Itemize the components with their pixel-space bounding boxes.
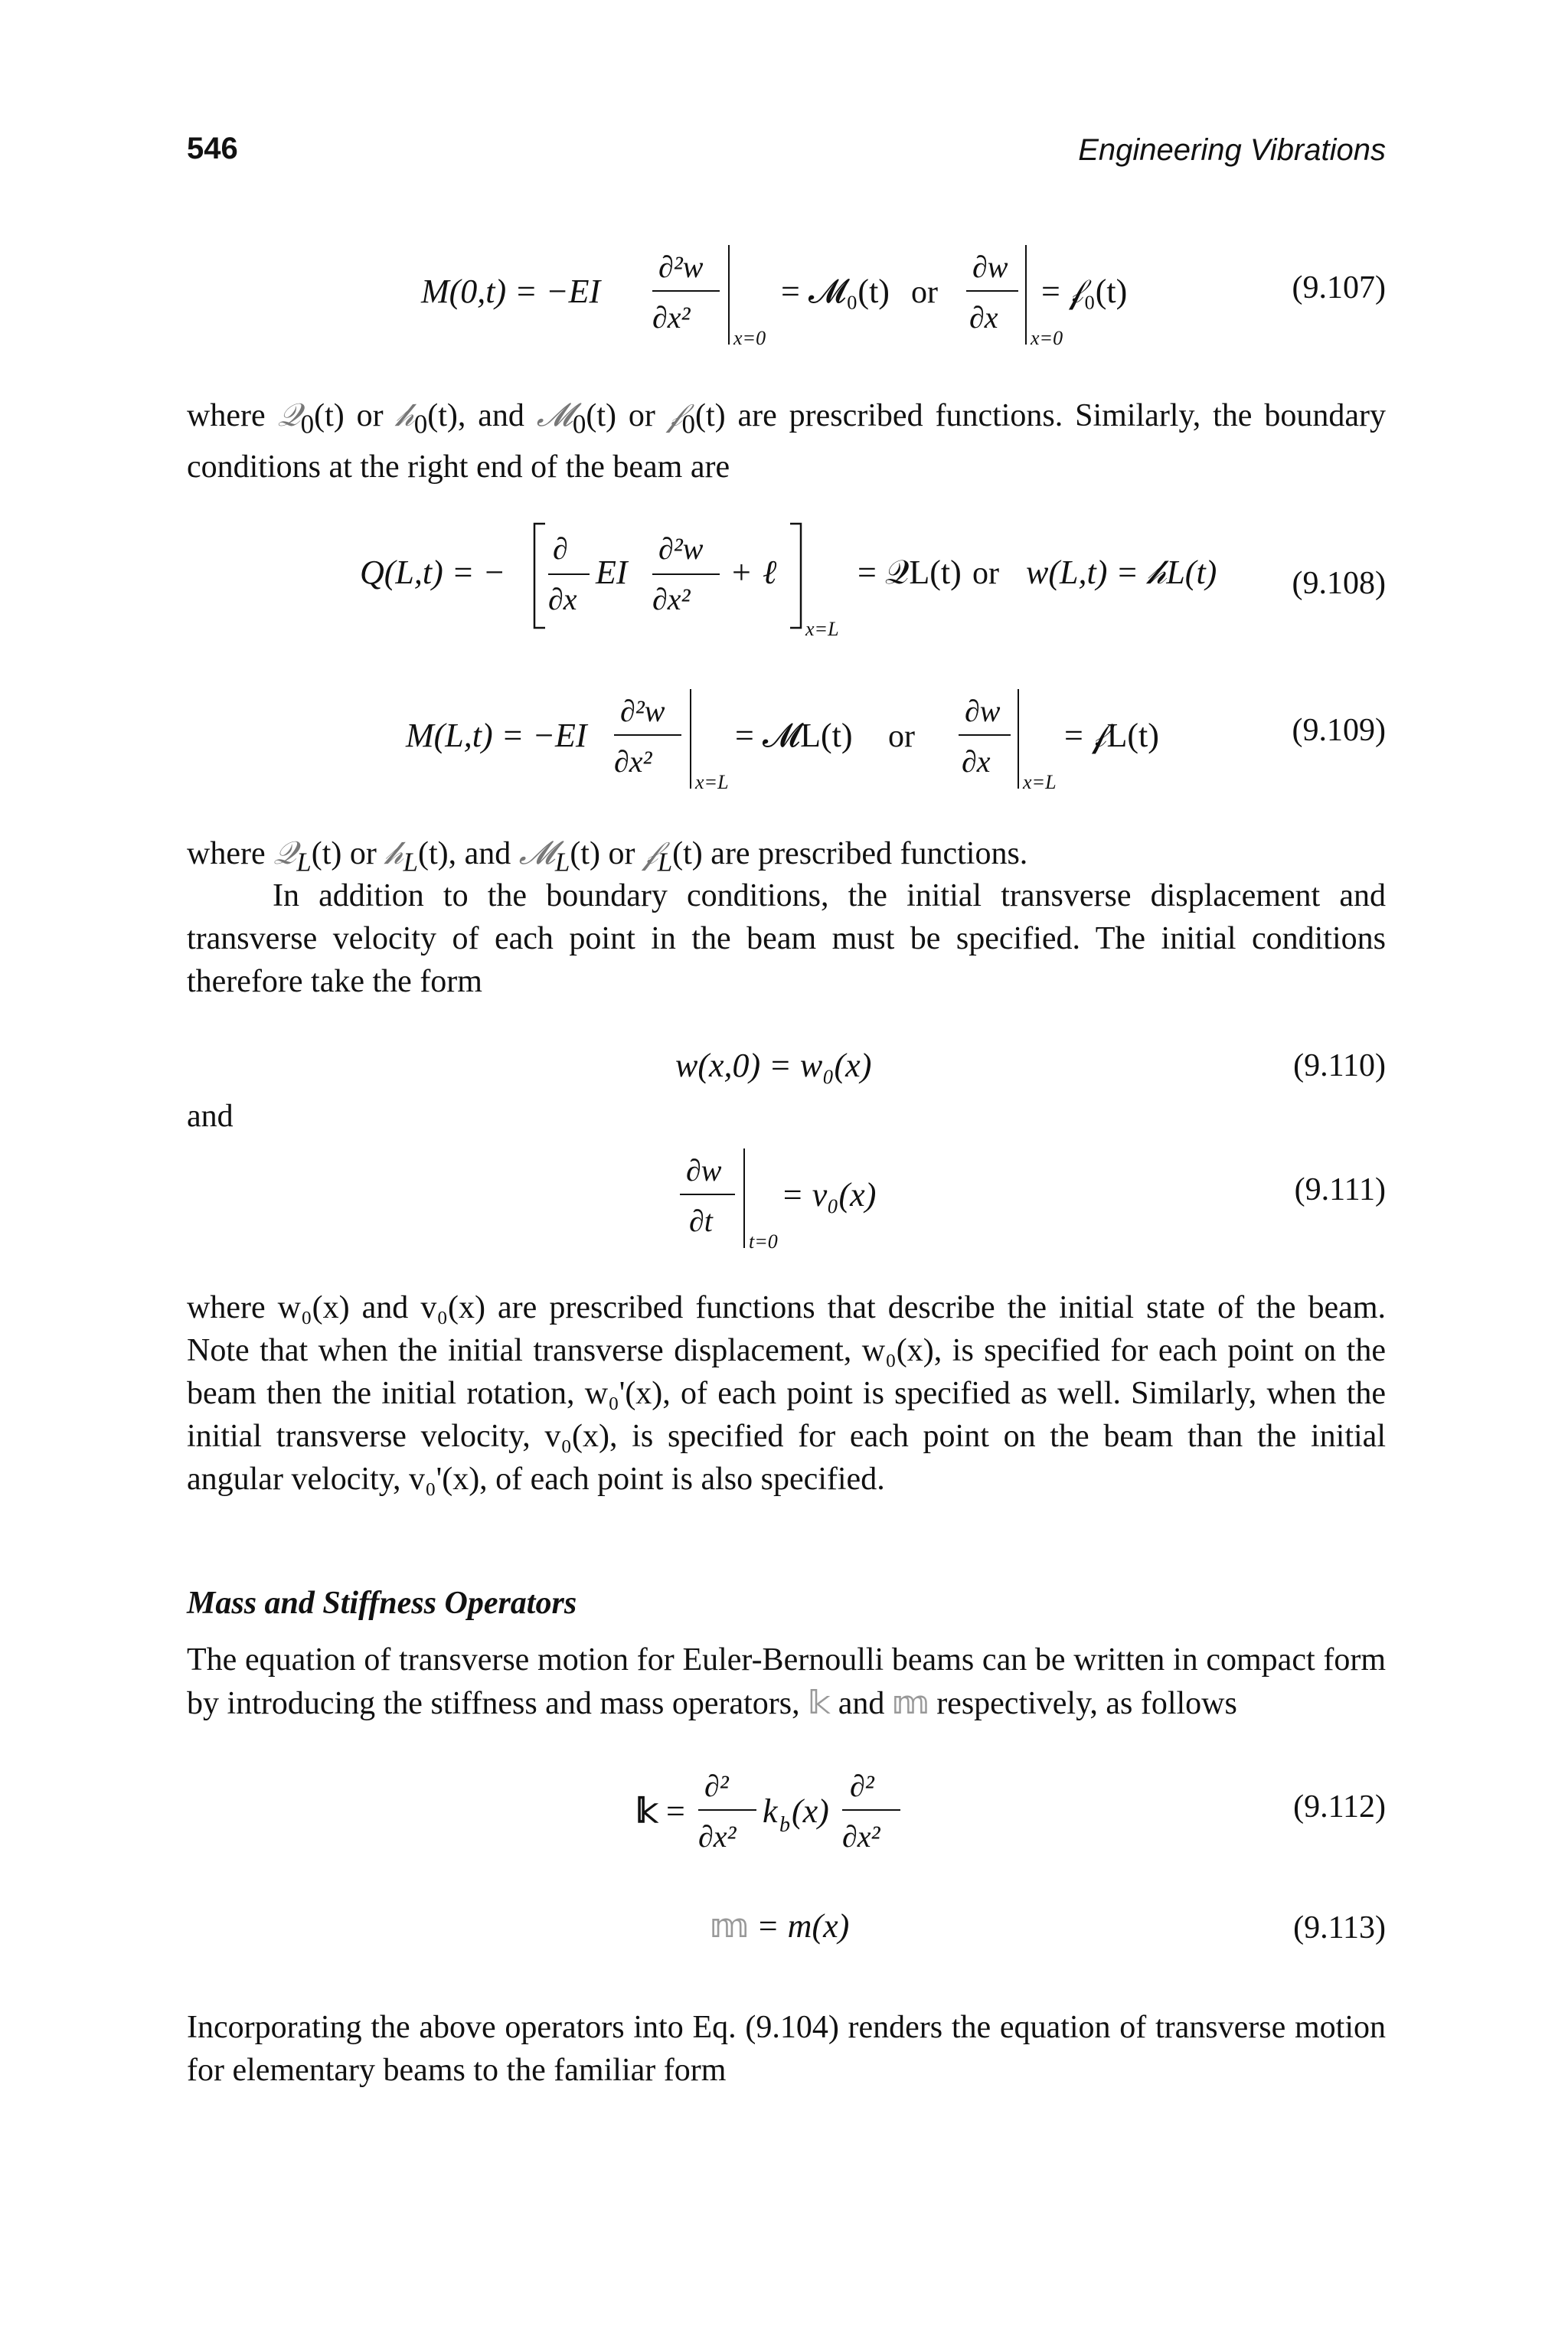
- svg-text:∂²w: ∂²w: [658, 250, 704, 284]
- eq109-number: (9.109): [1292, 713, 1386, 748]
- eq108-rhs: w(L,t) = 𝒽L(t): [1026, 554, 1217, 591]
- equation-9-109: [398, 674, 1194, 804]
- script-M-symbol: 𝓜: [518, 834, 555, 871]
- svg-text:∂²: ∂²: [704, 1769, 729, 1803]
- svg-text:EI: EI: [596, 554, 628, 591]
- svg-text:𝕜: 𝕜: [635, 1792, 658, 1830]
- equation-9-107: [413, 230, 1102, 360]
- svg-text:∂²: ∂²: [850, 1769, 874, 1803]
- eq108-lhs: Q(L,t) = −: [360, 554, 506, 591]
- svg-text:ℓ: ℓ: [763, 554, 777, 591]
- svg-text:∂w: ∂w: [965, 694, 1001, 728]
- svg-text:(x): (x): [792, 1792, 829, 1830]
- svg-text:+: +: [732, 554, 751, 591]
- paragraph-incorporating: Incorporating the above operators into Eq. (9.104) renders the equation of transverse motion for elementary beams to the familiar form: [187, 2010, 1386, 2088]
- section-heading: Mass and Stiffness Operators: [187, 1586, 577, 1621]
- svg-text:∂²w: ∂²w: [620, 694, 665, 728]
- svg-text:x=0: x=0: [1031, 327, 1063, 349]
- script-f-symbol: 𝒻: [642, 834, 658, 871]
- eq109-lhs: M(L,t) = −EI: [406, 717, 587, 754]
- eq107-mid: = 𝓜₀(t): [781, 273, 890, 310]
- svg-text:∂x²: ∂x²: [652, 582, 691, 616]
- paragraph-boundary-left: where 𝒬$_0$(t) or 𝒽$_0$(t), and 𝓜$_0$(t) or 𝒻$_0$(t) are prescribed functions. Similarly, the boundary conditions at the right end of the beam are: [187, 396, 1386, 485]
- svg-text:∂t: ∂t: [689, 1204, 713, 1238]
- eq108-number: (9.108): [1292, 566, 1386, 601]
- and-label: and: [187, 1099, 234, 1134]
- paragraph-initial-state: where w₀(x) and v₀(x) are prescribed functions that describe the initial state of the beam. Note that when the initial transverse displacement, w₀(x), is specified for each point on the beam then the initial rotation, w₀'(x), of each point is specified as well. Similarly, when the initial transverse velocity, v₀(x), is specified for each point on the beam than the initial angular velocity, v₀'(x), of each point is also specified.: [187, 1290, 1386, 1497]
- svg-text:∂x: ∂x: [962, 744, 991, 779]
- svg-text:∂x: ∂x: [548, 582, 577, 616]
- script-Q-symbol: 𝒬: [277, 396, 301, 433]
- svg-text:x=L: x=L: [1023, 771, 1057, 793]
- svg-text:∂²w: ∂²w: [658, 531, 704, 566]
- svg-text:∂x: ∂x: [969, 300, 998, 335]
- svg-text:k: k: [763, 1792, 778, 1830]
- eq109-mid: = 𝓜L(t): [735, 717, 853, 754]
- equation-9-108: [352, 513, 1302, 643]
- eq109-rhs: = 𝒻L(t): [1064, 717, 1159, 754]
- eq111-rhs: = v₀(x): [781, 1176, 877, 1214]
- eq110-number: (9.110): [1293, 1048, 1386, 1083]
- eq107-number: (9.107): [1292, 270, 1386, 305]
- script-Q-symbol: 𝒬: [273, 834, 297, 871]
- eq107-or: or: [911, 275, 938, 310]
- eq109-or: or: [888, 719, 915, 754]
- svg-text:∂x²: ∂x²: [652, 300, 691, 335]
- eq112-number: (9.112): [1293, 1789, 1386, 1825]
- eq108-eval: x=L: [805, 618, 839, 640]
- paragraph-operators: The equation of transverse motion for Euler-Bernoulli beams can be written in compact form by introducing the stiffness and mass operators, 𝕜 and 𝕞 respectively, as follows: [187, 1642, 1386, 1721]
- running-title: Engineering Vibrations: [1078, 133, 1386, 167]
- equation-9-113: 𝕞 = m(x): [710, 1906, 850, 1946]
- eq109-eval: x=L: [695, 771, 729, 793]
- svg-text:∂x²: ∂x²: [614, 744, 652, 779]
- svg-text:∂x²: ∂x²: [698, 1819, 737, 1854]
- script-h-symbol: 𝒽: [384, 834, 403, 871]
- eq111-eval: t=0: [749, 1230, 778, 1253]
- svg-text:∂w: ∂w: [686, 1153, 722, 1188]
- svg-text:=: =: [666, 1792, 685, 1830]
- svg-text:∂: ∂: [553, 531, 568, 566]
- equation-9-111: [674, 1133, 980, 1263]
- equation-9-110: w(x,0) = w₀(x): [675, 1047, 872, 1084]
- script-M-symbol: 𝓜: [536, 396, 573, 433]
- mass-operator-symbol: 𝕞: [710, 1906, 748, 1946]
- eq107-rhs: = 𝒻₀(t): [1041, 273, 1128, 310]
- eq108-or: or: [972, 556, 999, 591]
- eq107-eval: x=0: [733, 327, 766, 349]
- stiffness-operator-symbol: 𝕜: [808, 1684, 831, 1721]
- eq111-number: (9.111): [1294, 1172, 1386, 1207]
- svg-text:∂w: ∂w: [972, 250, 1008, 284]
- paragraph-initial-conditions: In addition to the boundary conditions, the initial transverse displacement and transverse velocity of each point in the beam must be specified. The initial conditions therefore take the form: [187, 878, 1386, 999]
- equation-9-112: [628, 1753, 995, 1868]
- mass-operator-symbol: 𝕞: [892, 1684, 929, 1721]
- eq107-lhs: M(0,t) = −EI: [421, 273, 601, 310]
- svg-text:∂x²: ∂x²: [842, 1819, 880, 1854]
- paragraph-boundary-right: where 𝒬$_L$(t) or 𝒽$_L$(t), and 𝓜$_L$(t) or 𝒻$_L$(t) are prescribed functions.: [187, 834, 1028, 877]
- eq108-mid: = 𝒬L(t): [858, 554, 962, 591]
- script-h-symbol: 𝒽: [395, 396, 414, 433]
- eq113-number: (9.113): [1293, 1910, 1386, 1946]
- script-f-symbol: 𝒻: [667, 396, 682, 433]
- page-number: 546: [187, 132, 238, 165]
- svg-text:b: b: [779, 1813, 790, 1837]
